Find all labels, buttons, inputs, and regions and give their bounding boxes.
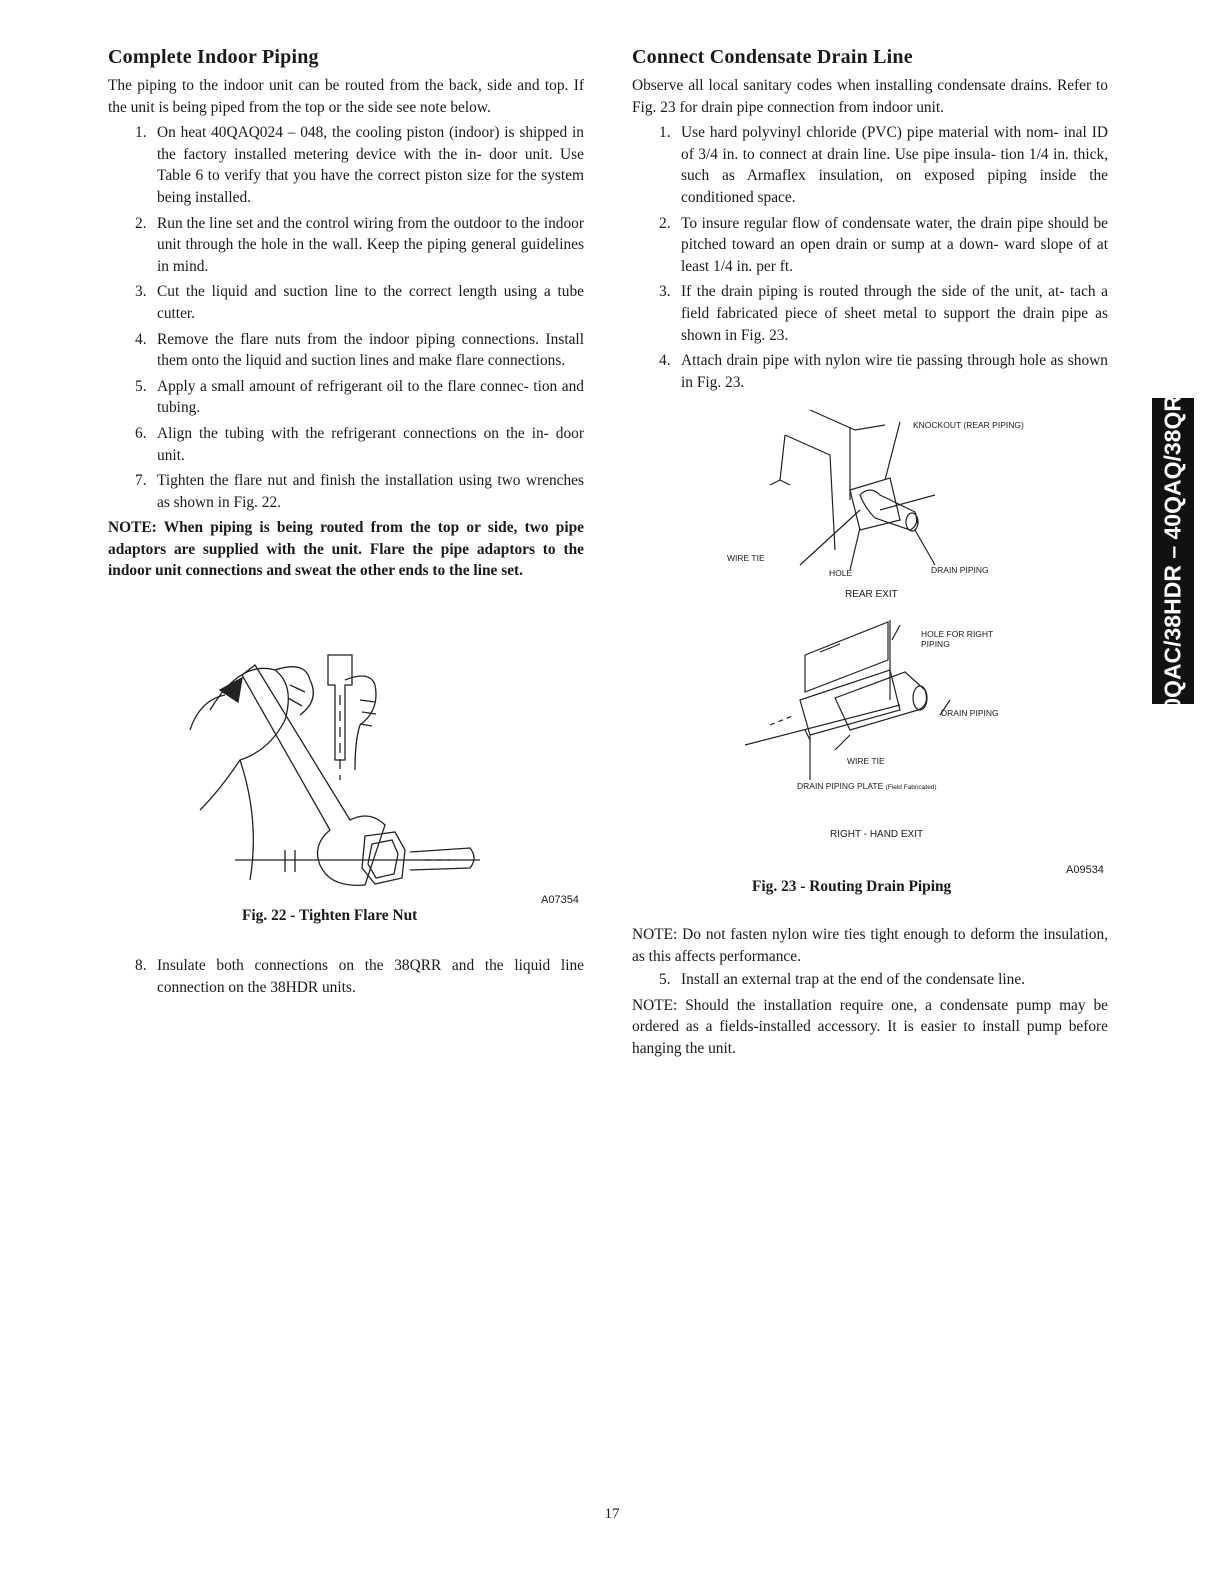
list-item: 3. Cut the liquid and suction line to the correct length using a tube cutter. bbox=[135, 283, 584, 322]
intro-paragraph: The piping to the indoor unit can be routed from the back, side and top. If the unit is being piped from the top or the side see note below. bbox=[108, 77, 584, 116]
step-list bbox=[632, 122, 1108, 393]
label-wire-tie: WIRE TIE bbox=[727, 553, 765, 563]
lower-right-block bbox=[632, 924, 1108, 1060]
figure-id: A09534 bbox=[1066, 864, 1104, 876]
label-right-hand-exit: RIGHT - HAND EXIT bbox=[830, 829, 924, 840]
intro-paragraph: Observe all local sanitary codes when installing condensate drains. Refer to Fig. 23 for drain pipe connection from indoor unit. bbox=[632, 77, 1108, 116]
drain-piping-diagram bbox=[740, 400, 1040, 800]
list-item: 5. Install an external trap at the end of the condensate line. bbox=[659, 971, 1026, 989]
figure-id: A07354 bbox=[541, 894, 579, 906]
section-heading: Connect Condensate Drain Line bbox=[632, 46, 913, 68]
right-column bbox=[632, 46, 1108, 397]
label-hole: HOLE bbox=[829, 568, 853, 578]
list-item: 8. Insulate both connections on the 38QRR and the liquid line connection on the 38HDR units. bbox=[135, 957, 584, 996]
note-condensate-pump: NOTE: Should the installation require one, a condensate pump may be ordered as a fields-installed accessory. It is easier to install pump before hanging the unit. bbox=[632, 996, 1108, 1057]
figure-caption: Fig. 22 - Tighten Flare Nut bbox=[242, 907, 418, 924]
list-item: 5. Apply a small amount of refrigerant oil to the flare connec- tion and tubing. bbox=[135, 377, 584, 417]
section-heading: Complete Indoor Piping bbox=[108, 46, 319, 68]
step-list bbox=[108, 955, 584, 998]
label-drain-piping-2: DRAIN PIPING bbox=[941, 708, 999, 718]
label-wire-tie-2: WIRE TIE bbox=[847, 756, 885, 766]
wrench-illustration bbox=[180, 640, 510, 890]
list-item: 4. Attach drain pipe with nylon wire tie passing through hole as shown in Fig. 23. bbox=[659, 352, 1108, 391]
note-wire-ties: NOTE: Do not fasten nylon wire ties tight enough to deform the insulation, as this affects performance. bbox=[632, 926, 1108, 965]
list-item: 1. On heat 40QAQ024 – 048, the cooling piston (indoor) is shipped in the factory installed metering device with the in- door unit. Use Table 6 to verify that you have the correct piston size for the system being installed. bbox=[135, 124, 584, 206]
label-hole-right-1: HOLE FOR RIGHT bbox=[921, 629, 994, 639]
label-rear-exit: REAR EXIT bbox=[845, 589, 898, 600]
step-8 bbox=[108, 955, 584, 1002]
label-knockout: KNOCKOUT (REAR PIPING) bbox=[913, 420, 1024, 430]
list-item: 3. If the drain piping is routed through the side of the unit, at- tach a field fabricated piece of sheet metal to support the drain pipe as shown in Fig. 23. bbox=[659, 283, 1108, 344]
side-tab: 40QAC/38HDR – 40QAQ/38QRR bbox=[1152, 398, 1194, 704]
step-list bbox=[632, 969, 1108, 991]
label-drain-plate: DRAIN PIPING PLATE (Field Fabricated) bbox=[797, 781, 937, 791]
list-item: 2. Run the line set and the control wiring from the outdoor to the indoor unit through the hole in the wall. Keep the piping general guidelines in mind. bbox=[135, 214, 585, 275]
list-item: 6. Align the tubing with the refrigerant connections on the in- door unit. bbox=[135, 424, 584, 464]
list-item: 2. To insure regular flow of condensate water, the drain pipe should be pitched toward an open drain or sump at a down- ward slope of at least 1/4 in. per ft. bbox=[659, 214, 1108, 275]
page-number: 17 bbox=[604, 1506, 620, 1522]
note-piping: NOTE: When piping is being routed from the top or side, two pipe adaptors are supplied with the unit. Flare the pipe adaptors to the indoor unit connections and sweat the other ends to the line set. bbox=[108, 519, 584, 580]
list-item: 7. Tighten the flare nut and finish the installation using two wrenches as shown in Fig. 22. bbox=[135, 472, 584, 511]
list-item: 1. Use hard polyvinyl chloride (PVC) pipe material with nom- inal ID of 3/4 in. to connect at drain line. Use pipe insula- tion 1/4 in. thick, such as Armaflex insulation, on exposed piping inside the conditioned space. bbox=[659, 124, 1108, 206]
label-drain-piping: DRAIN PIPING bbox=[931, 565, 989, 575]
left-column bbox=[108, 46, 584, 582]
list-item: 4. Remove the flare nuts from the indoor piping connections. Install them onto the liquid and suction lines and make flare connections. bbox=[135, 330, 584, 370]
figure-caption: Fig. 23 - Routing Drain Piping bbox=[752, 878, 952, 895]
step-list bbox=[108, 122, 584, 513]
label-hole-right-2: PIPING bbox=[921, 639, 950, 649]
